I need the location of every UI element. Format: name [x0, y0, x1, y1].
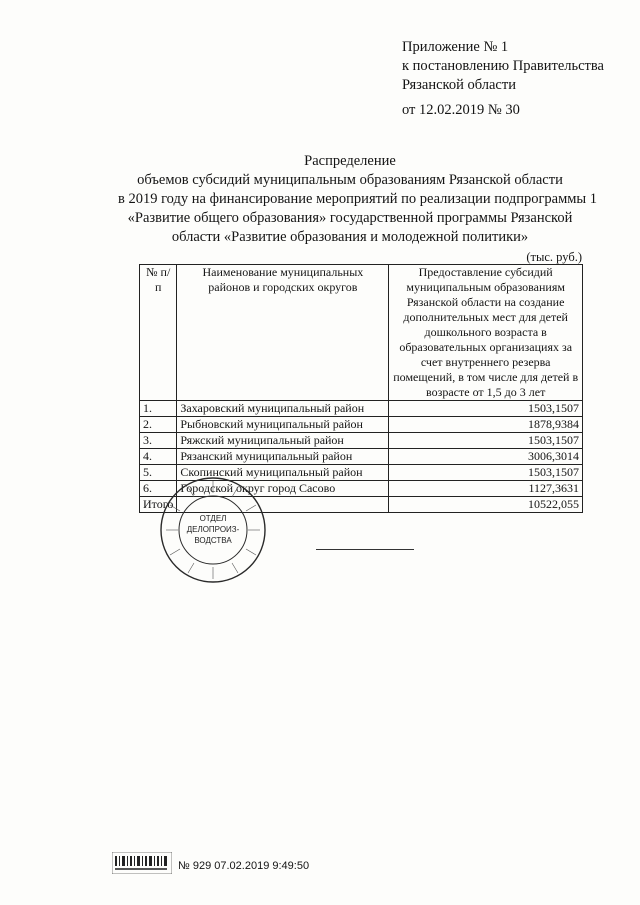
header-name: Наименование муниципальных районов и городских округов [177, 265, 389, 401]
stamp-text-2: ДЕЛОПРОИЗ- [186, 525, 240, 534]
barcode-icon [112, 852, 172, 874]
registration-footer [112, 852, 352, 882]
row-value: 1503,1507 [389, 401, 583, 417]
title-line-3: в 2019 году на финансирование мероприятий по реализации подпрограммы 1 [118, 191, 598, 207]
appendix-line-4: от 12.02.2019 № 30 [402, 102, 520, 118]
units-label: (тыс. руб.) [526, 250, 582, 264]
appendix-line-1: Приложение № 1 [402, 39, 509, 55]
row-value: 1503,1507 [389, 433, 583, 449]
stamp-text-1: ОТДЕЛ [199, 514, 227, 523]
row-num: 1. [140, 401, 177, 417]
document-title [118, 152, 598, 247]
total-value: 10522,055 [389, 497, 583, 513]
header-value: Предоставление субсидий муниципальным образованиям Рязанской области на создание дополнительных мест для детей дошкольного возраста в образовательных организациях за счет внутреннего резерва помещений, в том числе для детей в возрасте от 1,5 до 3 лет [389, 265, 583, 401]
row-num: 6. [140, 481, 177, 497]
appendix-line-3: Рязанской области [402, 77, 516, 93]
title-line-4: «Развитие общего образования» государственной программы Рязанской [127, 210, 573, 226]
table-row [140, 449, 583, 465]
total-label: Итого [140, 497, 177, 513]
stamp-seal-icon [158, 475, 268, 585]
row-value: 1127,3631 [389, 481, 583, 497]
row-name: Скопинский муниципальный район [177, 465, 389, 481]
registration-number: № 929 07.02.2019 9:49:50 [178, 860, 310, 872]
row-name: Городской округ город Сасово [177, 481, 389, 497]
appendix-block [402, 38, 604, 120]
title-line-5: области «Развитие образования и молодежной политики» [171, 229, 529, 245]
row-value: 3006,3014 [389, 449, 583, 465]
title-line-2: объемов субсидий муниципальным образованиям Рязанской области [137, 172, 563, 188]
row-num: 2. [140, 417, 177, 433]
row-name: Рязанский муниципальный район [177, 449, 389, 465]
table-header-row [140, 265, 583, 401]
header-num: № п/п [140, 265, 177, 401]
official-stamp [158, 475, 268, 585]
title-line-1: Распределение [304, 153, 396, 169]
row-value: 1878,9384 [389, 417, 583, 433]
appendix-line-2: к постановлению Правительства [402, 58, 604, 74]
row-name: Ряжский муниципальный район [177, 433, 389, 449]
row-name: Рыбновский муниципальный район [177, 417, 389, 433]
table-row [140, 401, 583, 417]
stamp-text-3: ВОДСТВА [194, 536, 232, 545]
row-num: 3. [140, 433, 177, 449]
table-row [140, 433, 583, 449]
signature-line [316, 549, 414, 550]
row-name: Захаровский муниципальный район [177, 401, 389, 417]
row-value: 1503,1507 [389, 465, 583, 481]
table-row [140, 417, 583, 433]
row-num: 5. [140, 465, 177, 481]
row-num: 4. [140, 449, 177, 465]
